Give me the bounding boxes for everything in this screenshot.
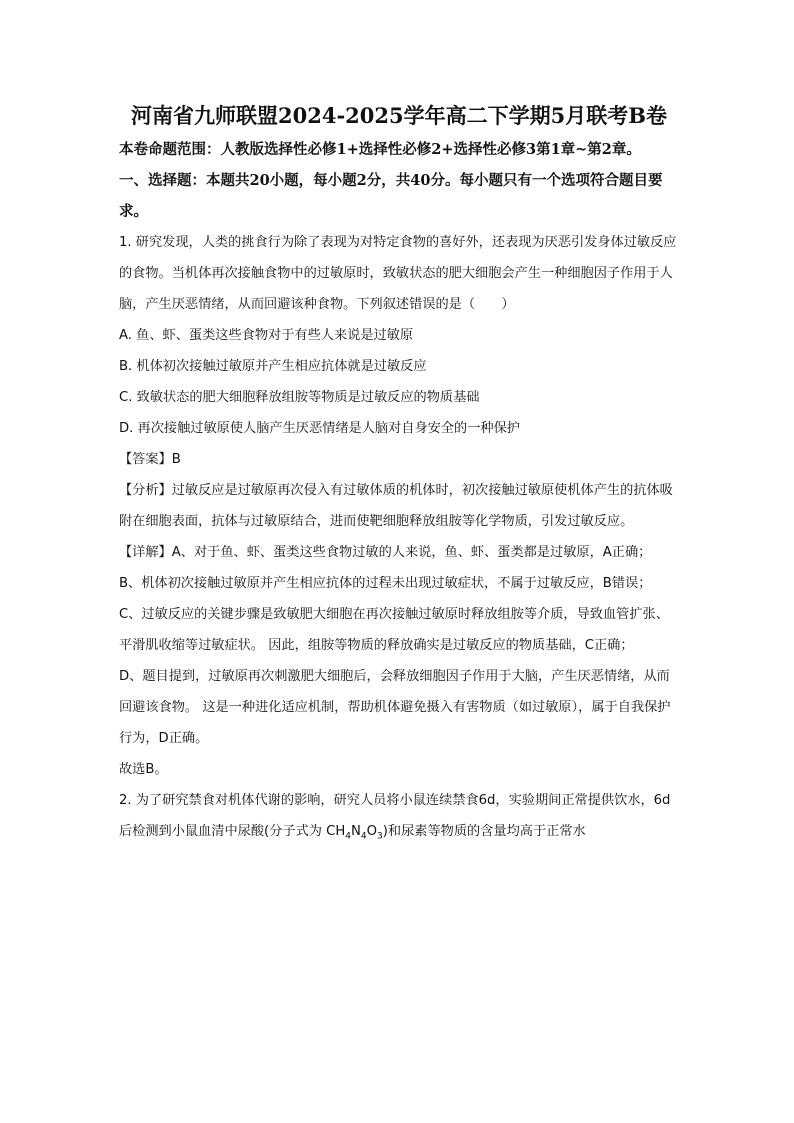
- formula-subscript-1: 4: [345, 831, 352, 842]
- formula-subscript-2: 4: [360, 831, 367, 842]
- document-title: 河南省九师联盟2024-2025学年高二下学期5月联考B卷: [131, 103, 667, 128]
- analysis-label: 【分析】: [119, 483, 172, 498]
- question-2-stem: [119, 785, 679, 847]
- analysis-paragraph: [119, 475, 679, 537]
- document-page: [119, 100, 679, 847]
- scope-statement: 本卷命题范围：人教版选择性必修1+选择性必修2+选择性必修3第1章~第2章。: [119, 141, 641, 158]
- question-1-option-d: D. 再次接触过敏原使人脑产生厌恶情绪是人脑对自身安全的一种保护: [119, 421, 520, 436]
- detail-paragraph-a: [119, 537, 679, 568]
- detail-paragraph-d: D、题目提到，过敏原再次刺激肥大细胞后，会释放细胞因子作用于大脑，产生厌恶情绪，从而回避该食物。 这是一种进化适应机制，帮助机体避免摄入有害物质（如过敏原），属于自我保护行为，D正确。: [119, 669, 671, 746]
- detail-paragraph-b: B、机体初次接触过敏原并产生相应抗体的过程未出现过敏症状，不属于过敏反应，B错误；: [119, 576, 652, 591]
- detail-text-a: A、对于鱼、虾、蛋类这些食物过敏的人来说，鱼、虾、蛋类都是过敏原，A正确；: [171, 545, 652, 560]
- question-1-stem: 1. 研究发现，人类的挑食行为除了表现为对特定食物的喜好外，还表现为厌恶引发身体过敏反应的食物。当机体再次接触食物中的过敏原时，致敏状态的肥大细胞会产生一种细胞因子作用于人脑，产生厌恶情绪，从而回避该种食物。下列叙述错误的是（ ）: [119, 235, 677, 312]
- conclusion-line: 故选B。: [119, 762, 168, 777]
- detail-label: 【详解】: [119, 545, 172, 560]
- answer-value: B: [171, 452, 181, 467]
- answer-label: 【答案】: [119, 452, 172, 467]
- formula-subscript-3: 3: [377, 831, 383, 842]
- answer-line: [119, 444, 679, 475]
- section-heading-choice: 一、选择题：本题共20小题，每小题2分，共40分。每小题只有一个选项符合题目要求。: [119, 172, 663, 220]
- question-1-option-c: C. 致敏状态的肥大细胞释放组胺等物质是过敏反应的物质基础: [119, 390, 480, 405]
- detail-paragraph-c: C、过敏反应的关键步骤是致敏肥大细胞在再次接触过敏原时释放组胺等介质，导致血管扩张、平滑肌收缩等过敏症状。 因此，组胺等物质的释放确实是过敏反应的物质基础，C正确；: [119, 607, 669, 653]
- question-2-stem-part1: 2. 为了研究禁食对机体代谢的影响，研究人员将小鼠连续禁食6d，实验期间正常提供饮水，6d后检测到小鼠血清中尿酸(分子式为 CH: [119, 793, 671, 839]
- question-1-option-b: B. 机体初次接触过敏原并产生相应抗体就是过敏反应: [119, 359, 427, 374]
- question-2-stem-part2: )和尿素等物质的含量均高于正常水: [382, 824, 586, 839]
- analysis-text: 过敏反应是过敏原再次侵入有过敏体质的机体时，初次接触过敏原使机体产生的抗体吸附在细胞表面，抗体与过敏原结合，进而使靶细胞释放组胺等化学物质，引发过敏反应。: [119, 483, 673, 529]
- formula-o: O: [366, 824, 378, 839]
- question-1-option-a: A. 鱼、虾、蛋类这些食物对于有些人来说是过敏原: [119, 328, 414, 343]
- formula-n: N: [351, 824, 361, 839]
